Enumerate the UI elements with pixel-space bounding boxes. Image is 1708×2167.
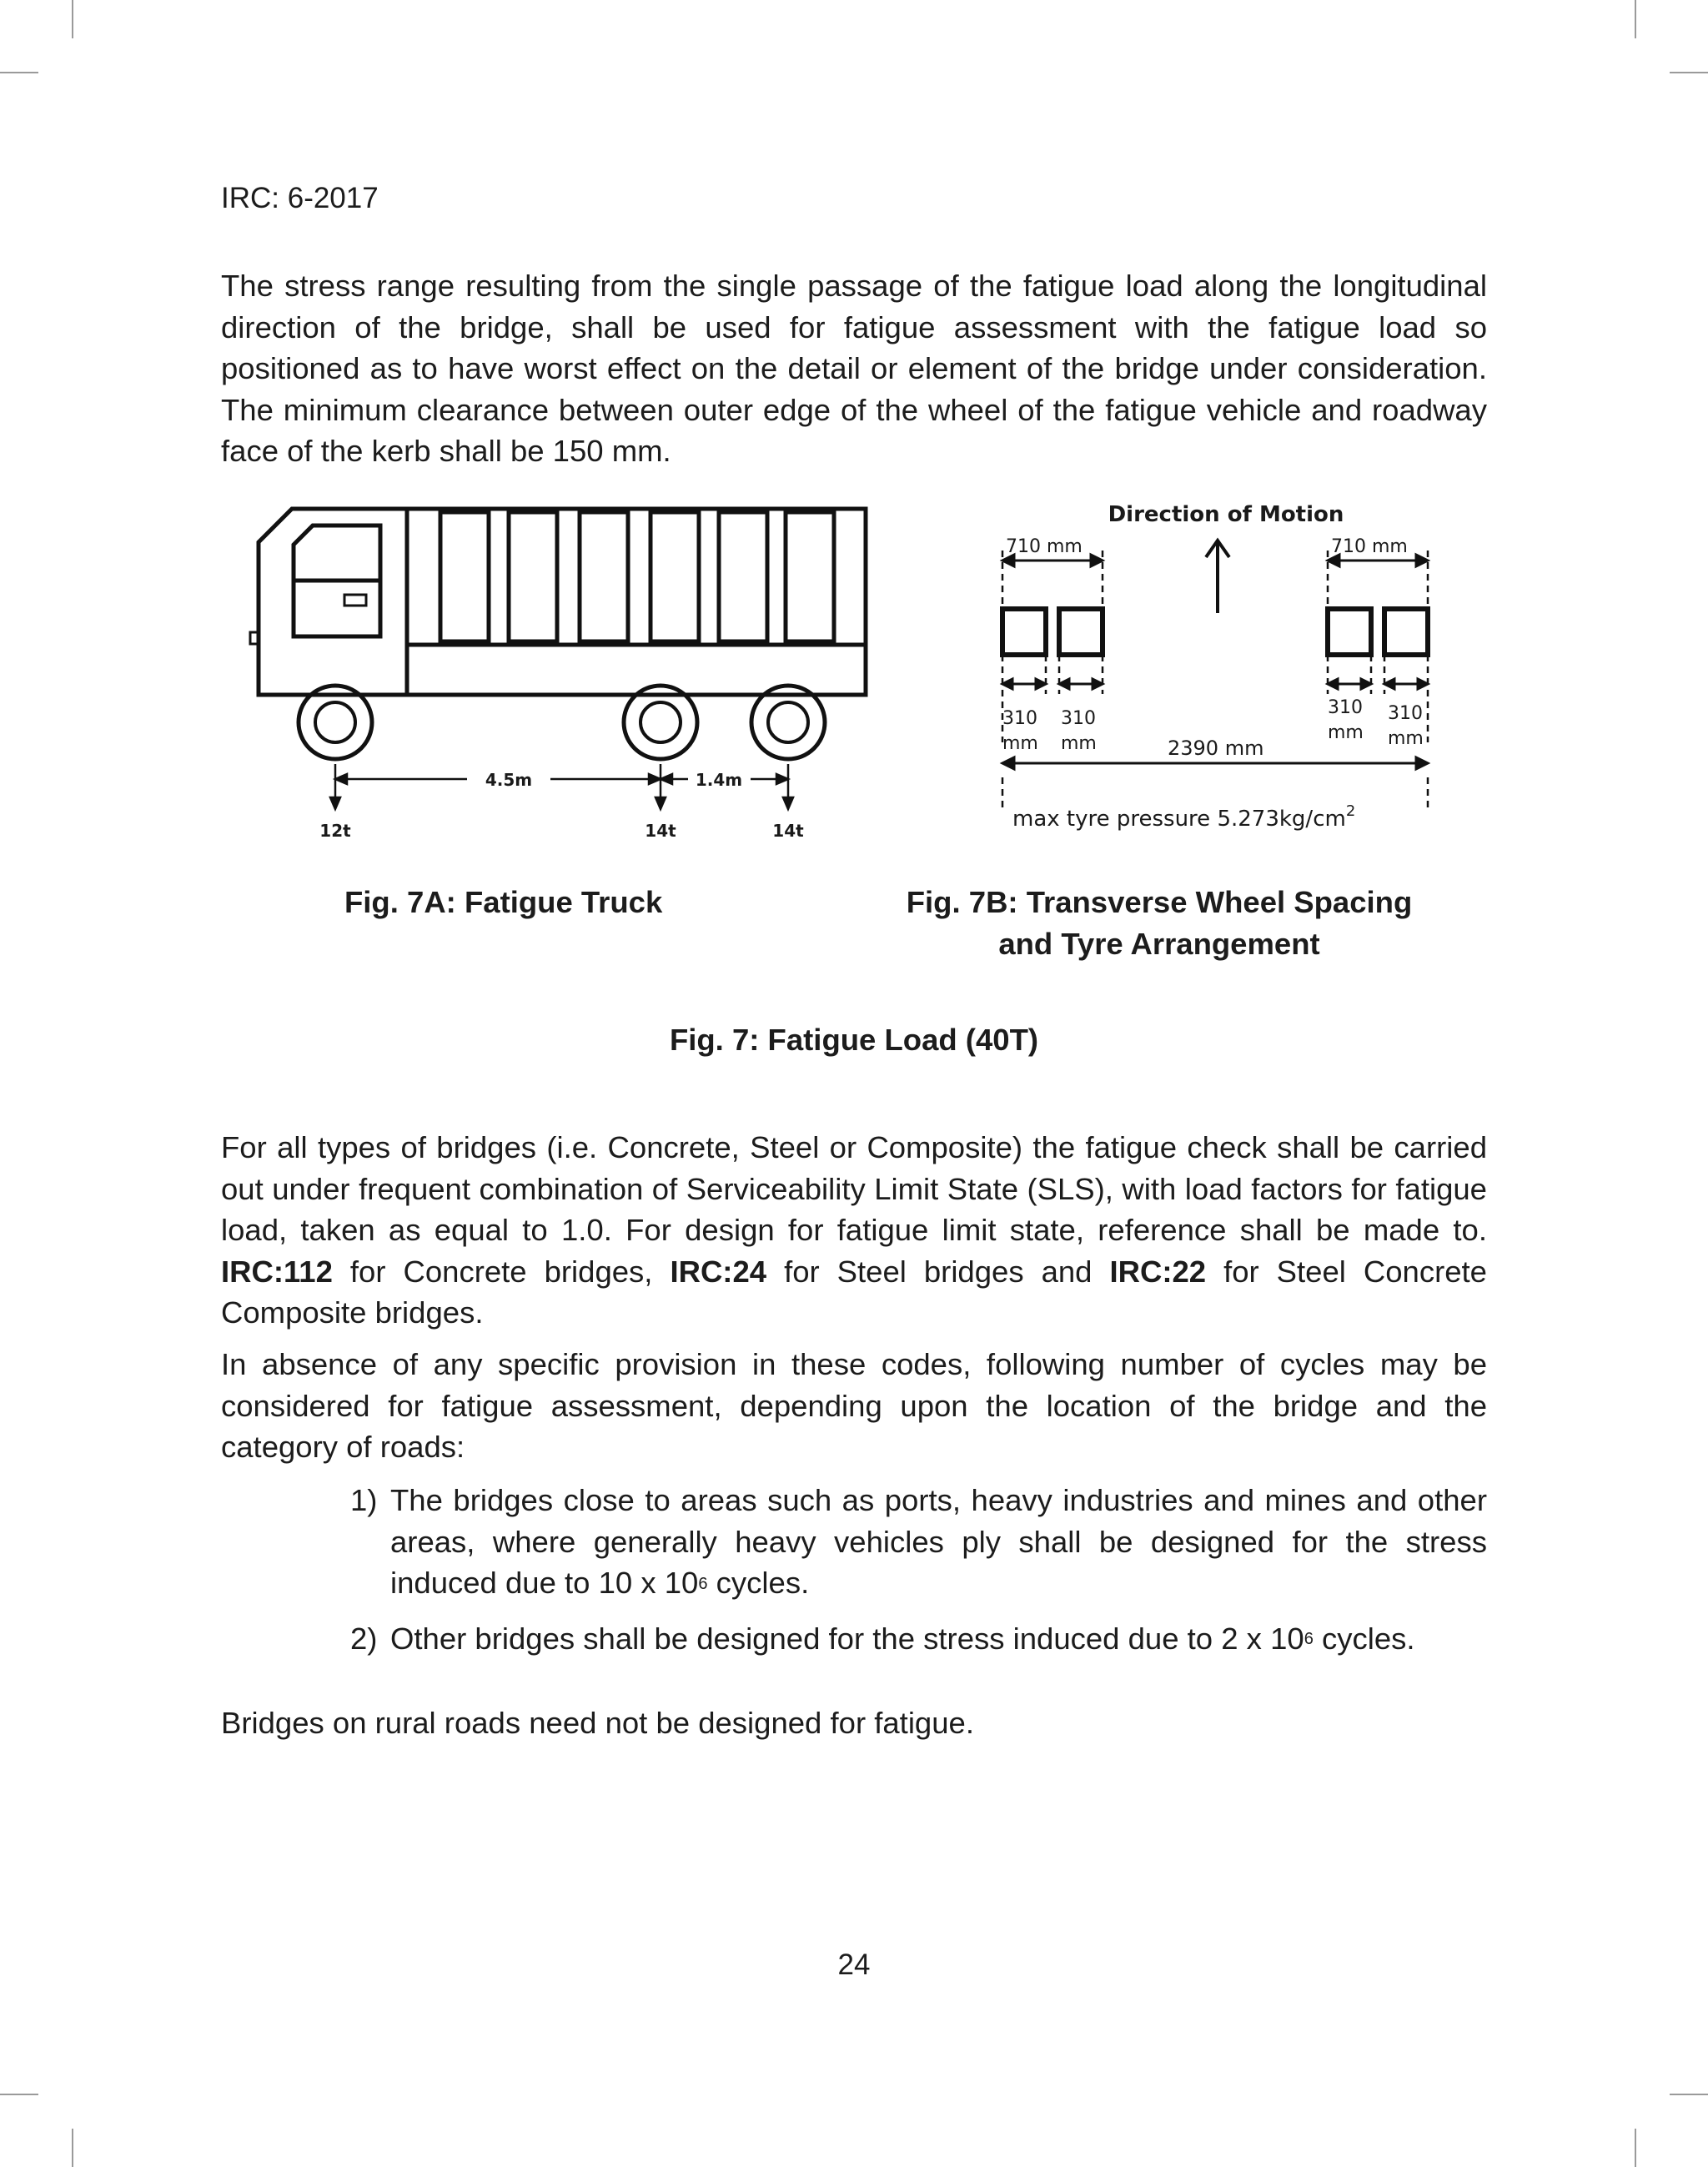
dimension-label: 1.4m xyxy=(695,770,743,790)
text-segment: for Steel bridges and xyxy=(766,1254,1110,1289)
direction-of-motion-label: Direction of Motion xyxy=(1108,502,1344,527)
cycles-list xyxy=(350,1480,1487,1659)
code-reference: IRC:22 xyxy=(1109,1254,1207,1289)
dimension-label: 310 xyxy=(1328,697,1363,718)
crop-mark xyxy=(1635,2129,1636,2167)
dimension-label: 2390 mm xyxy=(1168,737,1264,760)
list-text: The bridges close to areas such as ports, heavy industries and mines and other areas, where generally heavy vehicles ply shall be designed for the stress induced due to 10 x 10 xyxy=(390,1483,1487,1600)
paragraph-cycles-intro: In absence of any specific provision in these codes, following number of cycles may be considered for fatigue assessment, depending upon the location of the bridge and the category of roads: xyxy=(221,1347,1487,1464)
figure-7a-caption: Fig. 7A: Fatigue Truck xyxy=(344,885,663,919)
figure-7b-caption-line1: Fig. 7B: Transverse Wheel Spacing xyxy=(906,885,1413,919)
code-reference: IRC:24 xyxy=(670,1254,767,1289)
axle-load-label: 14t xyxy=(772,821,804,841)
paragraph-fatigue-check xyxy=(221,1127,1487,1334)
running-header: IRC: 6-2017 xyxy=(221,182,379,214)
figure-7b-caption-line2: and Tyre Arrangement xyxy=(998,926,1320,961)
crop-mark xyxy=(72,0,73,38)
exponent: 6 xyxy=(698,1574,708,1593)
list-text-tail: cycles. xyxy=(1313,1621,1415,1656)
figure-7b-caption xyxy=(867,882,1451,964)
exponent: 6 xyxy=(1304,1630,1314,1649)
crop-mark xyxy=(1670,72,1708,73)
crop-mark xyxy=(1635,0,1636,38)
dimension-label: 310 xyxy=(1388,703,1423,724)
figure-7b-wheel-spacing-diagram xyxy=(984,484,1468,851)
dimension-label: 310 xyxy=(1061,708,1096,729)
dimension-label: mm xyxy=(1002,733,1038,754)
crop-mark xyxy=(1670,2094,1708,2095)
tyre-pressure-exponent: 2 xyxy=(1345,802,1356,820)
list-number: 2) xyxy=(350,1621,378,1656)
crop-mark xyxy=(72,2129,73,2167)
dimension-label: mm xyxy=(1388,728,1424,749)
crop-mark xyxy=(0,2094,38,2095)
dimension-label: 710 mm xyxy=(1331,536,1408,557)
list-item xyxy=(350,1480,1487,1604)
intro-paragraph: The stress range resulting from the single passage of the fatigue load along the longitudinal direction of the bridge, shall be used for fatigue assessment with the fatigue load so positioned as to have worst effect on the detail or element of the bridge under consideration. The minimum clearance between outer edge of the wheel of the fatigue vehicle and roadway face of the kerb shall be 150 mm. xyxy=(221,269,1487,468)
figure-7a-truck-diagram xyxy=(242,482,884,849)
figure-7-caption: Fig. 7: Fatigue Load (40T) xyxy=(669,1023,1039,1057)
dimension-label: 4.5m xyxy=(485,770,533,790)
text-segment: for Concrete bridges, xyxy=(332,1254,671,1289)
closing-paragraph: Bridges on rural roads need not be designed for fatigue. xyxy=(221,1706,974,1740)
list-text-tail: cycles. xyxy=(707,1566,810,1600)
text-segment: for Steel Concrete Composite bridges. xyxy=(221,1254,1487,1330)
tyre-pressure-note xyxy=(1012,802,1355,832)
dimension-label: 710 mm xyxy=(1006,536,1083,557)
axle-load-label: 14t xyxy=(645,821,676,841)
axle-load-label: 12t xyxy=(319,821,351,841)
dimension-label: mm xyxy=(1328,722,1364,743)
list-item xyxy=(350,1618,1487,1660)
dimension-label: mm xyxy=(1061,733,1097,754)
code-reference: IRC:112 xyxy=(221,1254,333,1289)
list-text: Other bridges shall be designed for the stress induced due to 2 x 10 xyxy=(390,1621,1304,1656)
text-segment: For all types of bridges (i.e. Concrete, Steel or Composite) the fatigue check shall be carried out under frequent combination of Serviceability Limit State (SLS), with load factors for fatigue load, taken as equal to 1.0. For design for fatigue limit state, reference shall be made to. xyxy=(221,1130,1487,1247)
dimension-label: 310 xyxy=(1002,708,1037,729)
list-number: 1) xyxy=(350,1483,378,1517)
page-number: 24 xyxy=(837,1948,871,1981)
crop-mark xyxy=(0,72,38,73)
tyre-pressure-text: max tyre pressure 5.273kg/cm xyxy=(1012,807,1346,832)
